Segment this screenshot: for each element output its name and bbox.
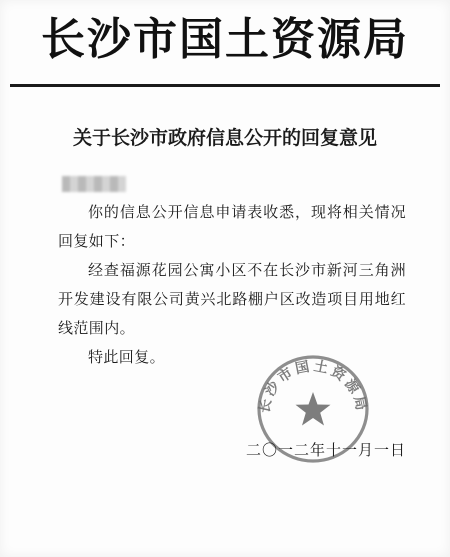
- body-paragraph-3: 特此回复。: [88, 348, 166, 366]
- letterhead-rule: [10, 84, 440, 87]
- document-body: [58, 198, 406, 372]
- seal-text: 长沙市国土资源局: [256, 358, 370, 415]
- body-paragraph-2: 经查福源花园公寓小区不在长沙市新河三角洲开发建设有限公司黄兴北路棚户区改造项目用地红线范围内。: [58, 261, 406, 337]
- document-title: 关于长沙市政府信息公开的回复意见: [72, 127, 377, 149]
- star-icon: [296, 392, 331, 426]
- redacted-recipient-name: [62, 176, 126, 192]
- document-date: 二〇一二年十一月一日: [246, 441, 407, 459]
- body-paragraph-1: 你的信息公开信息申请表收悉，现将相关情况回复如下：: [58, 203, 406, 250]
- letterhead-title: 长沙市国土资源局: [41, 14, 409, 65]
